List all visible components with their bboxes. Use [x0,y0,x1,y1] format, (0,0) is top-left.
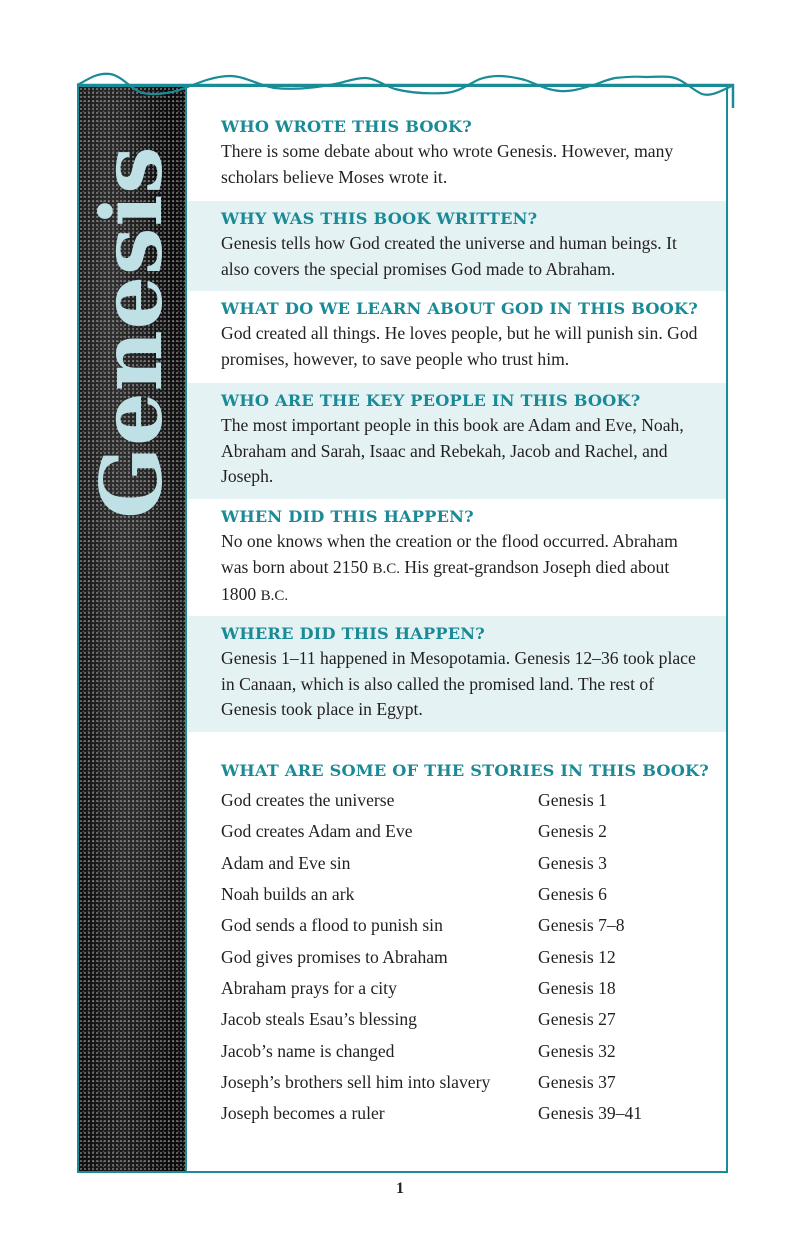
body-text: No one knows when the creation or the flood occurred. Abraham was born about 2150 [221,531,678,577]
section-body: Genesis 1–11 happened in Mesopotamia. Genesis 12–36 took place in Canaan, which is also called the promised land. The rest of Genesis took place in Egypt. [221,648,696,719]
section-heading: WHEN DID THIS HAPPEN? [221,507,474,526]
story-row [221,1067,726,1098]
story-row [221,1004,726,1035]
section-heading: WHERE DID THIS HAPPEN? [221,624,485,643]
book-title: Genesis [82,145,181,519]
story-title: God sends a flood to punish sin [221,915,443,936]
section-body: God created all things. He loves people, but he will punish sin. God promises, however, to save people who trust him. [221,323,698,369]
section-body [221,529,726,610]
story-row [221,848,726,879]
section-purpose [187,201,726,291]
story-row [221,816,726,847]
body-text: His great-grandson Joseph died about 1800 [221,556,670,604]
section-body: The most important people in this book are Adam and Eve, Noah, Abraham and Sarah, Isaac and Rebekah, Jacob and Rachel, and Joseph. [221,415,684,486]
era-abbreviation: B.C. [260,588,289,604]
section-heading: WHY WAS THIS BOOK WRITTEN? [221,209,538,228]
page-number: 1 [396,1180,404,1197]
story-title: God creates Adam and Eve [221,821,413,842]
stories-list [221,785,726,1129]
story-title: Joseph becomes a ruler [221,1103,385,1124]
section-when [187,499,726,616]
story-title: Noah builds an ark [221,884,355,905]
story-reference: Genesis 12 [538,946,616,967]
section-heading: WHO WROTE THIS BOOK? [221,117,472,136]
stories-section [221,759,726,1129]
sidebar-texture-panel [79,87,187,1171]
section-body: There is some debate about who wrote Genesis. However, many scholars believe Moses wrote it. [221,141,674,187]
story-row [221,1035,726,1066]
story-row [221,941,726,972]
story-row [221,785,726,816]
story-reference: Genesis 37 [538,1071,616,1092]
story-title: God gives promises to Abraham [221,946,448,967]
story-row [221,973,726,1004]
story-reference: Genesis 18 [538,977,616,998]
story-reference: Genesis 39–41 [538,1103,643,1124]
story-reference: Genesis 6 [538,884,607,905]
story-row [221,910,726,941]
story-reference: Genesis 32 [538,1040,616,1061]
era-abbreviation: B.C. [372,560,400,577]
section-about-god [187,291,726,383]
story-title: Abraham prays for a city [221,977,397,998]
stories-heading: WHAT ARE SOME OF THE STORIES IN THIS BOOK? [221,761,709,780]
story-row [221,1098,726,1129]
story-title: Joseph’s brothers sell him into slavery [221,1071,491,1092]
section-where [187,616,726,732]
story-reference: Genesis 3 [538,852,607,873]
story-title: Jacob steals Esau’s blessing [221,1009,417,1030]
section-key-people [187,383,726,499]
content-area [187,87,726,1171]
story-reference: Genesis 1 [538,790,607,811]
page-frame [77,85,728,1173]
story-row [221,879,726,910]
story-title: Adam and Eve sin [221,852,351,873]
section-body: Genesis tells how God created the universe and human beings. It also covers the special promises God made to Abraham. [221,233,677,279]
story-title: Jacob’s name is changed [221,1040,395,1061]
section-heading: WHAT DO WE LEARN ABOUT GOD IN THIS BOOK? [221,299,698,318]
section-author [187,115,726,201]
section-heading: WHO ARE THE KEY PEOPLE IN THIS BOOK? [221,391,641,410]
story-reference: Genesis 2 [538,821,607,842]
story-title: God creates the universe [221,790,395,811]
story-reference: Genesis 27 [538,1009,616,1030]
story-reference: Genesis 7–8 [538,915,625,936]
